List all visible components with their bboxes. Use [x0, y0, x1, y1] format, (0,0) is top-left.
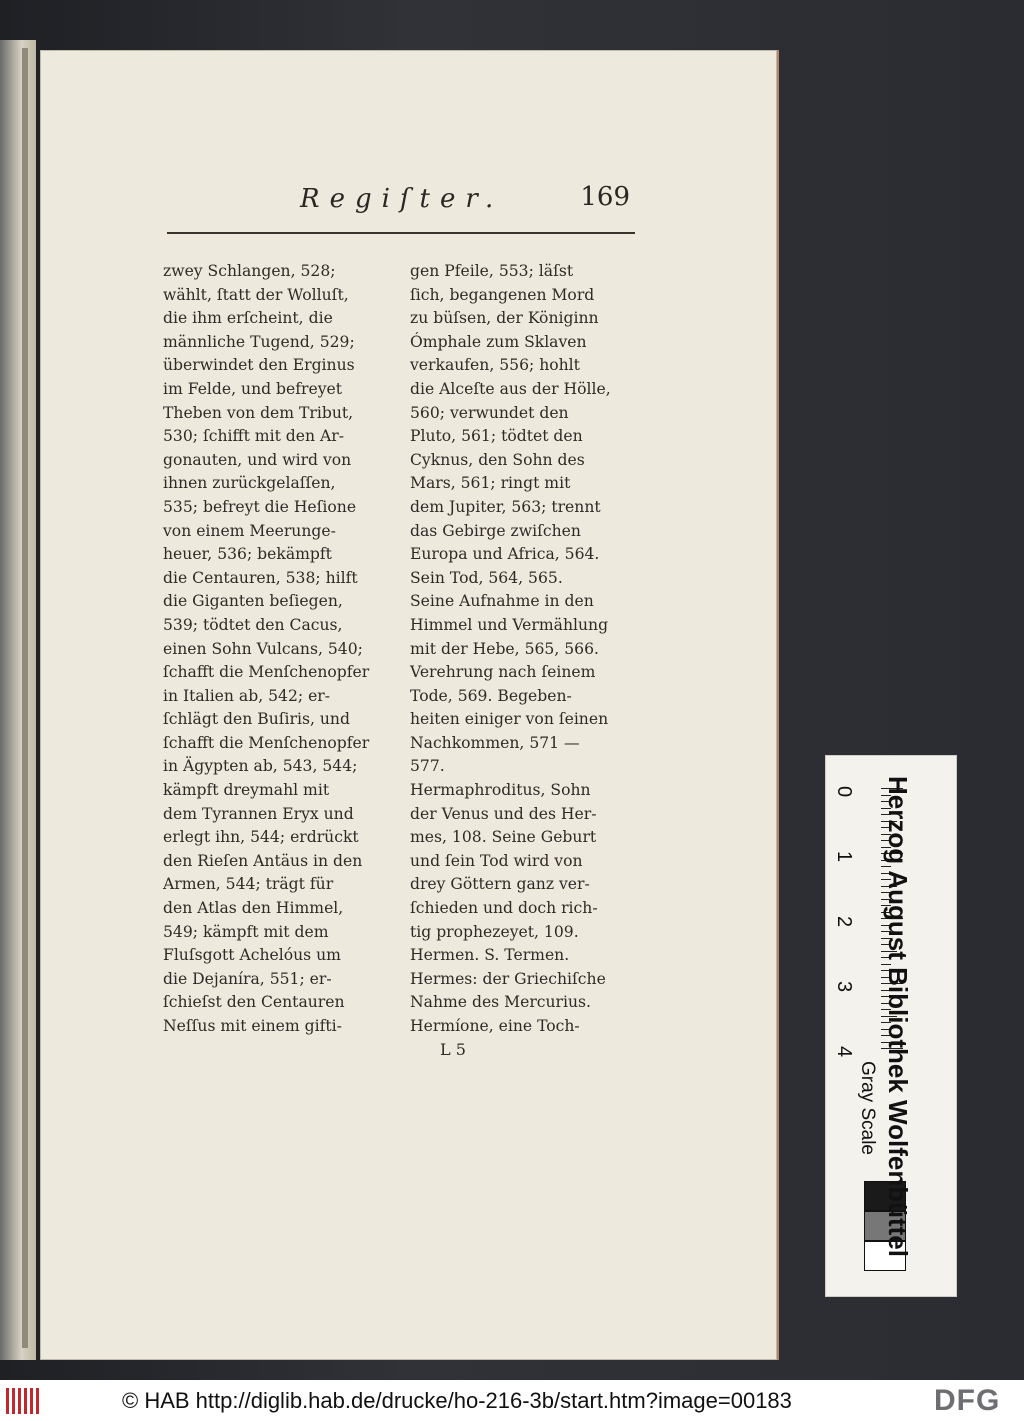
- text-line: Hermes: der Griechiſche: [410, 969, 606, 988]
- text-line: der Venus und des Her-: [410, 804, 597, 823]
- text-line: Hermaphroditus, Sohn: [410, 781, 591, 800]
- gray-scale-label: Gray Scale: [857, 1061, 878, 1155]
- text-line: Neſſus mit einem gifti-: [163, 1017, 342, 1035]
- ruler-number: 1: [833, 850, 856, 863]
- text-line: 539; tödtet den Cacus,: [163, 615, 343, 634]
- text-line: überwindet den Erginus: [163, 356, 355, 375]
- text-line: die Dejaníra, 551; er-: [163, 969, 332, 988]
- text-line: Seine Aufnahme in den: [410, 592, 594, 611]
- page-number: 169: [580, 182, 630, 212]
- text-line: 560; verwundet den: [410, 403, 569, 422]
- text-line: Theben von dem Tribut,: [163, 403, 354, 422]
- text-line: heiten einiger von ſeinen: [410, 710, 609, 729]
- text-line: 535; befreyt die Heſione: [163, 497, 357, 516]
- text-line: ſchlägt den Buſiris, und: [163, 710, 350, 729]
- text-line: die Giganten beſiegen,: [163, 592, 343, 611]
- text-line: die Alceſte aus der Hölle,: [410, 379, 611, 398]
- text-line: Nachkommen, 571 —: [410, 733, 580, 752]
- text-line: einen Sohn Vulcans, 540;: [163, 639, 363, 658]
- header-rule: [167, 232, 635, 234]
- text-line: Mars, 561; ringt mit: [410, 474, 571, 493]
- text-line: die Centauren, 538; hilft: [163, 568, 358, 587]
- text-line: Cyknus, den Sohn des: [410, 450, 585, 469]
- hab-logo-icon: [6, 1388, 40, 1414]
- ruler-number: 0: [833, 785, 856, 798]
- text-line: heuer, 536; bekämpft: [163, 545, 332, 564]
- text-line: dem Jupiter, 563; trennt: [410, 497, 601, 516]
- text-line: Hermíone, eine Toch-: [410, 1017, 580, 1035]
- text-line: das Gebirge zwiſchen: [410, 521, 581, 540]
- text-line: Hermen. S. Termen.: [410, 946, 570, 965]
- text-line: tig prophezeyet, 109.: [410, 922, 579, 941]
- text-line: mit der Hebe, 565, 566.: [410, 639, 599, 658]
- text-line: Nahme des Mercurius.: [410, 993, 591, 1012]
- right-text-column: [410, 260, 646, 1039]
- text-line: Pluto, 561; tödtet den: [410, 427, 583, 446]
- text-line: ihnen zurückgelaſſen,: [163, 474, 336, 493]
- text-line: Himmel und Vermählung: [410, 615, 609, 634]
- text-line: ſich, begangenen Mord: [410, 285, 595, 304]
- text-line: dem Tyrannen Eryx und: [163, 804, 354, 823]
- text-line: Sein Tod, 564, 565.: [410, 568, 563, 587]
- text-line: erlegt ihn, 544; erdrückt: [163, 828, 359, 847]
- header-title: Regiſter.: [300, 184, 504, 214]
- text-line: gen Pfeile, 553; läſst: [410, 262, 574, 280]
- text-line: von einem Meerunge-: [163, 521, 336, 540]
- ruler-number: 2: [833, 915, 856, 928]
- text-line: ſchafft die Menſchenopfer: [163, 663, 370, 682]
- text-line: ſchieſst den Centauren: [163, 993, 345, 1012]
- text-line: Ómphale zum Sklaven: [410, 332, 587, 351]
- ruler-number: 4: [833, 1045, 856, 1058]
- text-line: zwey Schlangen, 528;: [163, 262, 336, 280]
- text-line: den Atlas den Himmel,: [163, 899, 344, 918]
- signature-mark: L 5: [440, 1040, 466, 1059]
- text-line: ſchafft die Menſchenopfer: [163, 733, 370, 752]
- text-line: den Rieſen Antäus in den: [163, 851, 363, 870]
- running-header: [300, 180, 630, 220]
- color-scale-card: [825, 755, 957, 1297]
- text-line: mes, 108. Seine Geburt: [410, 828, 597, 847]
- text-line: verkaufen, 556; hohlt: [410, 356, 580, 375]
- ruler-number: 3: [833, 980, 856, 993]
- text-line: in Italien ab, 542; er-: [163, 686, 331, 705]
- text-line: drey Göttern ganz ver-: [410, 875, 590, 894]
- viewer-footer: [0, 1380, 1024, 1421]
- left-text-column: [163, 260, 399, 1039]
- text-line: in Ägypten ab, 543, 544;: [163, 757, 358, 776]
- institution-label: Herzog August Bibliothek Wolfenbüttel: [883, 776, 913, 1257]
- text-line: gonauten, und wird von: [163, 450, 352, 469]
- text-line: zu büſsen, der Königinn: [410, 309, 599, 328]
- binding-edge: [22, 48, 28, 1348]
- text-line: wählt, ſtatt der Wolluſt,: [163, 285, 349, 304]
- text-line: im Felde, und befreyet: [163, 379, 343, 398]
- text-line: ſchieden und doch rich-: [410, 899, 598, 918]
- text-line: 530; ſchifft mit den Ar-: [163, 427, 345, 446]
- text-line: die ihm erſcheint, die: [163, 309, 333, 328]
- text-line: Europa und Africa, 564.: [410, 545, 600, 564]
- text-line: Fluſsgott Achelóus um: [163, 946, 341, 965]
- dfg-logo: DFG: [934, 1384, 1001, 1417]
- text-line: Verehrung nach ſeinem: [410, 663, 596, 682]
- text-line: männliche Tugend, 529;: [163, 332, 355, 351]
- text-line: kämpft dreymahl mit: [163, 781, 330, 800]
- text-line: Tode, 569. Begeben-: [410, 686, 572, 705]
- text-line: 577.: [410, 757, 445, 776]
- text-line: Armen, 544; trägt für: [163, 875, 334, 894]
- text-line: und ſein Tod wird von: [410, 851, 583, 870]
- copyright-link[interactable]: © HAB http://diglib.hab.de/drucke/ho-216-3b/start.htm?image=00183: [122, 1388, 792, 1413]
- left-page-edge: [0, 40, 36, 1360]
- text-line: 549; kämpft mit dem: [163, 922, 329, 941]
